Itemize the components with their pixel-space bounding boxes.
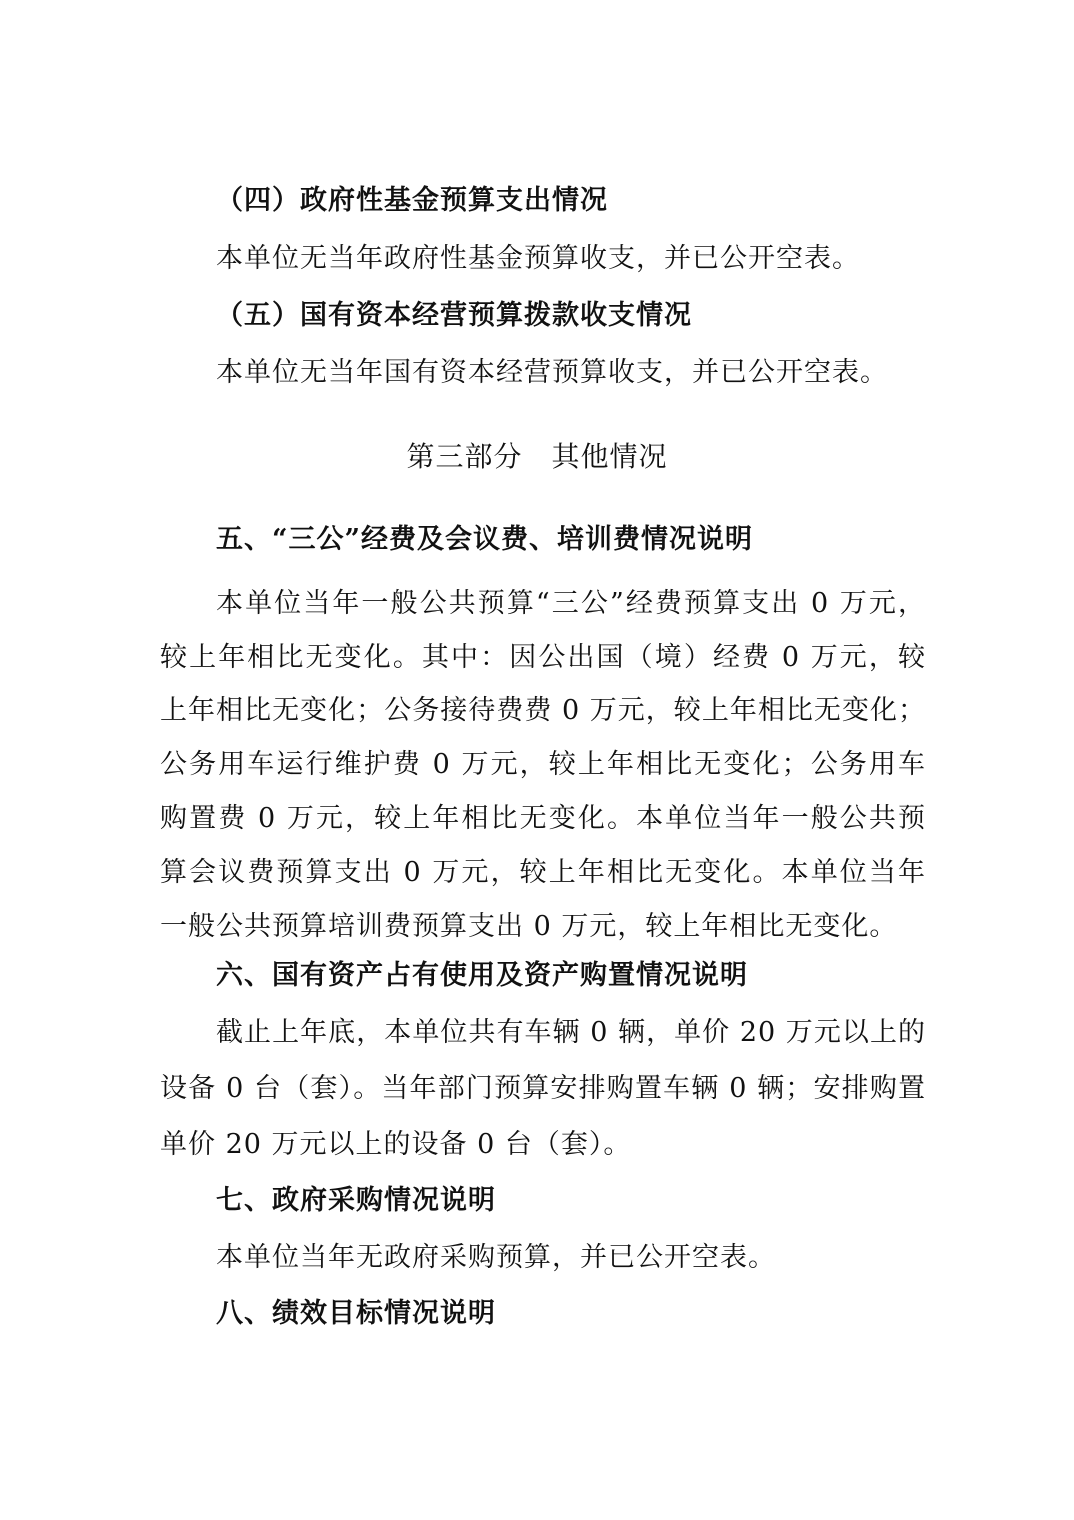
paragraph-5-line: 上年相比无变化；公务接待费费 0 万元，较上年相比无变化； <box>160 695 926 726</box>
heading-5: 五、“三公”经费及会议费、培训费情况说明 <box>216 524 754 555</box>
paragraph-5-line: 一般公共预算培训费预算支出 0 万元，较上年相比无变化。 <box>160 911 898 942</box>
section-4-heading: （四）政府性基金预算支出情况 <box>216 185 608 216</box>
heading-8: 八、绩效目标情况说明 <box>216 1298 496 1329</box>
paragraph-7: 本单位当年无政府采购预算，并已公开空表。 <box>216 1242 776 1273</box>
paragraph-6-line: 截止上年底，本单位共有车辆 0 辆，单价 20 万元以上的 <box>216 1017 926 1048</box>
paragraph-5-line: 较上年相比无变化。其中：因公出国（境）经费 0 万元，较 <box>160 642 926 673</box>
paragraph-5-line: 本单位当年一般公共预算“三公”经费预算支出 0 万元， <box>216 588 926 619</box>
paragraph-5-line: 购置费 0 万元，较上年相比无变化。本单位当年一般公共预 <box>160 803 926 834</box>
part-3-title: 第三部分 其他情况 <box>406 440 668 473</box>
section-5-heading: （五）国有资本经营预算拨款收支情况 <box>216 300 692 331</box>
paragraph-6-line: 设备 0 台（套）。当年部门预算安排购置车辆 0 辆；安排购置 <box>160 1073 926 1104</box>
paragraph-5-line: 公务用车运行维护费 0 万元，较上年相比无变化；公务用车 <box>160 749 926 780</box>
section-5-text: 本单位无当年国有资本经营预算收支，并已公开空表。 <box>216 357 888 388</box>
paragraph-6-line: 单价 20 万元以上的设备 0 台（套）。 <box>160 1129 632 1160</box>
paragraph-5-line: 算会议费预算支出 0 万元，较上年相比无变化。本单位当年 <box>160 857 926 888</box>
heading-7: 七、政府采购情况说明 <box>216 1185 496 1216</box>
heading-6: 六、国有资产占有使用及资产购置情况说明 <box>216 960 748 991</box>
section-4-text: 本单位无当年政府性基金预算收支，并已公开空表。 <box>216 243 860 274</box>
